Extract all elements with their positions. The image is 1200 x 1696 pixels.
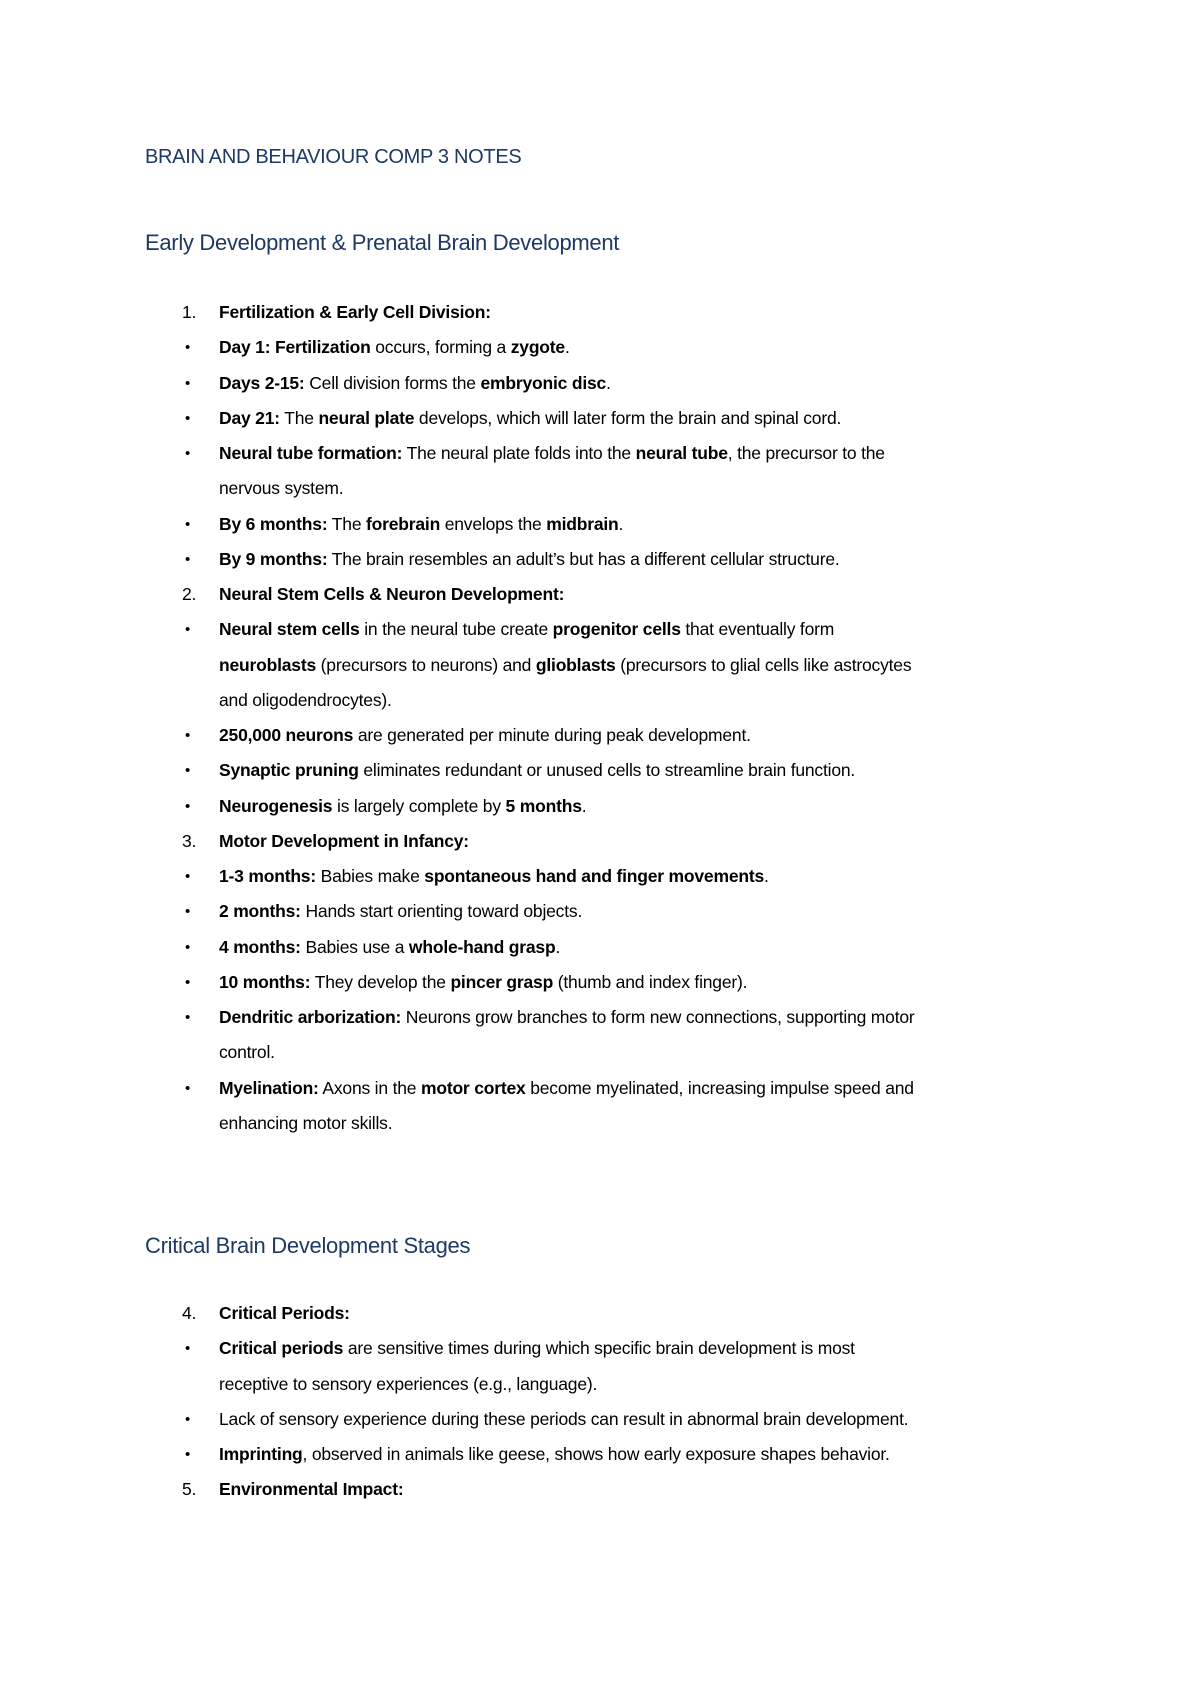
bullet-icon: •	[185, 409, 191, 427]
list-item-text	[219, 1042, 275, 1063]
list-item	[0, 549, 1200, 583]
list-item-text	[219, 337, 570, 358]
bold-term: neural plate	[318, 407, 415, 428]
list-item-text	[219, 1303, 350, 1324]
bold-term: Motor Development in Infancy:	[219, 830, 469, 851]
list-item-text	[219, 1113, 392, 1134]
text-segment: are generated per minute during peak development.	[353, 725, 751, 745]
bold-term: motor cortex	[420, 1077, 526, 1098]
list-item	[0, 514, 1200, 548]
list-item	[0, 443, 1200, 477]
bold-term: spontaneous hand and finger movements	[424, 866, 765, 886]
list-item	[0, 1007, 1200, 1041]
list-item-text	[219, 584, 564, 605]
bold-term: progenitor cells	[552, 619, 681, 640]
bold-term: 1-3 months:	[219, 866, 316, 886]
list-item	[0, 302, 1200, 336]
bold-term: 10 months:	[219, 971, 311, 992]
list-item	[0, 901, 1200, 935]
list-item-text	[219, 690, 392, 711]
list-item	[0, 1338, 1200, 1372]
list-item-continuation	[0, 1113, 1200, 1147]
text-segment: develops, which will later form the brain and spinal cord.	[414, 407, 842, 428]
list-item-text	[219, 655, 911, 676]
text-segment: , observed in animals like geese, shows how early exposure shapes behavior.	[302, 1444, 890, 1464]
list-item-text	[219, 478, 343, 499]
text-segment: .	[606, 372, 611, 393]
list-item-text	[219, 1078, 914, 1099]
list-item-text	[219, 1007, 915, 1028]
list-item-text	[219, 302, 491, 323]
text-segment: and oligodendrocytes).	[219, 689, 392, 710]
text-segment: , the precursor to the	[727, 443, 885, 463]
text-segment: is largely complete by	[332, 795, 506, 816]
list-item-text	[219, 937, 560, 958]
bullet-icon: •	[185, 339, 191, 357]
text-segment: .	[618, 513, 624, 534]
text-segment: Babies use a	[300, 936, 409, 957]
section-heading-critical-stages: Critical Brain Development Stages	[145, 1233, 471, 1258]
bold-term: Synaptic pruning	[219, 760, 359, 781]
list-item	[0, 619, 1200, 653]
bold-term: forebrain	[366, 513, 441, 534]
bold-term: embryonic disc	[480, 372, 607, 393]
bold-term: Fertilization & Early Cell Division:	[219, 302, 491, 322]
list-item-text	[219, 972, 747, 993]
list-item	[0, 725, 1200, 759]
bold-term: Day 1: Fertilization	[219, 337, 371, 358]
bold-term: Neural Stem Cells & Neuron Development:	[219, 584, 565, 604]
list-item	[0, 373, 1200, 407]
text-segment: Lack of sensory experience during these periods can result in abnormal brain development.	[219, 1408, 909, 1429]
bold-term: neural tube	[635, 443, 728, 463]
text-segment: Cell division forms the	[304, 372, 481, 393]
list-item-text	[219, 408, 841, 429]
list-item-text	[219, 831, 469, 852]
bullet-icon: •	[185, 938, 191, 956]
bold-term: Critical Periods:	[219, 1303, 350, 1323]
bold-term: Neural stem cells	[219, 619, 360, 640]
bold-term: Imprinting	[219, 1444, 303, 1464]
text-segment: The	[327, 513, 367, 534]
bold-term: pincer grasp	[450, 971, 554, 992]
bold-term: 5 months	[505, 795, 582, 816]
text-segment: The	[279, 407, 319, 428]
bold-term: Neurogenesis	[219, 795, 333, 816]
bold-term: By 6 months:	[219, 513, 328, 534]
text-segment: Axons in the	[318, 1077, 421, 1098]
list-item	[0, 408, 1200, 442]
text-segment: .	[555, 936, 561, 957]
bold-term: glioblasts	[535, 654, 616, 675]
list-item-continuation	[0, 655, 1200, 689]
list-item	[0, 972, 1200, 1006]
text-segment: occurs, forming a	[370, 337, 511, 358]
bold-term: Neural tube formation:	[219, 443, 403, 463]
bold-term: 2 months:	[219, 901, 301, 922]
text-segment: Neurons grow branches to form new connections, supporting motor	[401, 1007, 915, 1027]
list-item-text	[219, 1444, 890, 1465]
bullet-icon: •	[185, 1340, 191, 1358]
document-title: BRAIN AND BEHAVIOUR COMP 3 NOTES	[145, 146, 522, 168]
list-item-text	[219, 760, 855, 781]
section-heading-early-development: Early Development & Prenatal Brain Development	[145, 230, 620, 255]
text-segment: in the neural tube create	[359, 619, 553, 640]
list-item	[0, 1444, 1200, 1478]
text-segment: enhancing motor skills.	[219, 1112, 393, 1133]
list-number: 5.	[182, 1479, 197, 1500]
bullet-icon: •	[185, 621, 191, 639]
list-item-text	[219, 443, 885, 464]
list-item	[0, 584, 1200, 618]
text-segment: eliminates redundant or unused cells to streamline brain function.	[358, 760, 856, 781]
list-item	[0, 1479, 1200, 1513]
list-item-text	[219, 1409, 908, 1430]
bullet-icon: •	[185, 550, 191, 568]
list-item-text	[219, 514, 623, 535]
text-segment: that eventually form	[680, 619, 835, 640]
list-item	[0, 760, 1200, 794]
bold-term: 4 months:	[219, 936, 301, 957]
bold-term: zygote	[510, 337, 565, 358]
bold-term: whole-hand grasp	[408, 936, 556, 957]
text-segment: (precursors to neurons) and	[316, 654, 536, 675]
bullet-icon: •	[185, 973, 191, 991]
bullet-icon: •	[185, 1446, 191, 1463]
list-item-text	[219, 619, 834, 640]
bold-term: Environmental Impact:	[219, 1479, 404, 1500]
list-number: 3.	[182, 830, 197, 851]
list-item-continuation	[0, 478, 1200, 512]
text-segment: Babies make	[315, 866, 425, 886]
text-segment: They develop the	[310, 971, 451, 992]
list-item	[0, 1078, 1200, 1112]
list-item	[0, 866, 1200, 900]
text-segment: envelops the	[440, 513, 547, 534]
list-item	[0, 831, 1200, 865]
list-item-text	[219, 1374, 597, 1395]
text-segment: receptive to sensory experiences (e.g., language).	[219, 1373, 598, 1394]
list-item-text	[219, 866, 769, 887]
bullet-icon: •	[185, 797, 191, 815]
bullet-icon: •	[185, 1410, 191, 1428]
text-segment: The brain resembles an adult’s but has a different cellular structure.	[327, 548, 840, 569]
bold-term: neuroblasts	[219, 654, 316, 675]
list-item	[0, 1303, 1200, 1337]
bold-term: Day 21:	[219, 407, 280, 428]
bullet-icon: •	[185, 1079, 191, 1097]
list-item-text	[219, 373, 611, 394]
list-item-continuation	[0, 1374, 1200, 1408]
text-segment: nervous system.	[219, 478, 344, 499]
bullet-icon: •	[185, 903, 191, 921]
list-item-text	[219, 901, 582, 922]
bullet-icon: •	[185, 1009, 191, 1026]
list-item-text	[219, 549, 840, 570]
bold-term: Myelination:	[219, 1077, 319, 1098]
list-item	[0, 1409, 1200, 1443]
list-item-text	[219, 796, 586, 817]
list-item-continuation	[0, 690, 1200, 724]
text-segment: Hands start orienting toward objects.	[300, 901, 583, 922]
bold-term: 250,000 neurons	[219, 725, 354, 745]
list-item	[0, 796, 1200, 830]
text-segment: (precursors to glial cells like astrocytes	[615, 654, 912, 675]
list-number: 2.	[182, 584, 197, 604]
text-segment: The neural plate folds into the	[402, 443, 636, 463]
bullet-icon: •	[185, 445, 191, 462]
bullet-icon: •	[185, 727, 191, 744]
bold-term: Dendritic arborization:	[219, 1007, 402, 1027]
list-number: 1.	[182, 302, 197, 322]
bullet-icon: •	[185, 762, 191, 780]
text-segment: .	[564, 337, 570, 358]
bold-term: Critical periods	[219, 1338, 344, 1359]
list-number: 4.	[182, 1303, 197, 1323]
list-item-continuation	[0, 1042, 1200, 1076]
bold-term: By 9 months:	[219, 548, 328, 569]
text-segment: .	[764, 866, 769, 886]
bullet-icon: •	[185, 868, 191, 885]
text-segment: are sensitive times during which specific brain development is most	[343, 1338, 855, 1359]
text-segment: control.	[219, 1042, 275, 1063]
list-item	[0, 337, 1200, 371]
bold-term: Days 2-15:	[219, 372, 305, 393]
list-item	[0, 937, 1200, 971]
list-item-text	[219, 1338, 855, 1359]
bullet-icon: •	[185, 374, 191, 392]
text-segment: .	[581, 795, 587, 816]
bullet-icon: •	[185, 515, 191, 533]
list-item-text	[219, 1479, 403, 1500]
text-segment: become myelinated, increasing impulse speed and	[525, 1077, 914, 1098]
list-item-text	[219, 725, 751, 746]
bold-term: midbrain	[546, 513, 619, 534]
text-segment: (thumb and index finger).	[553, 971, 748, 992]
